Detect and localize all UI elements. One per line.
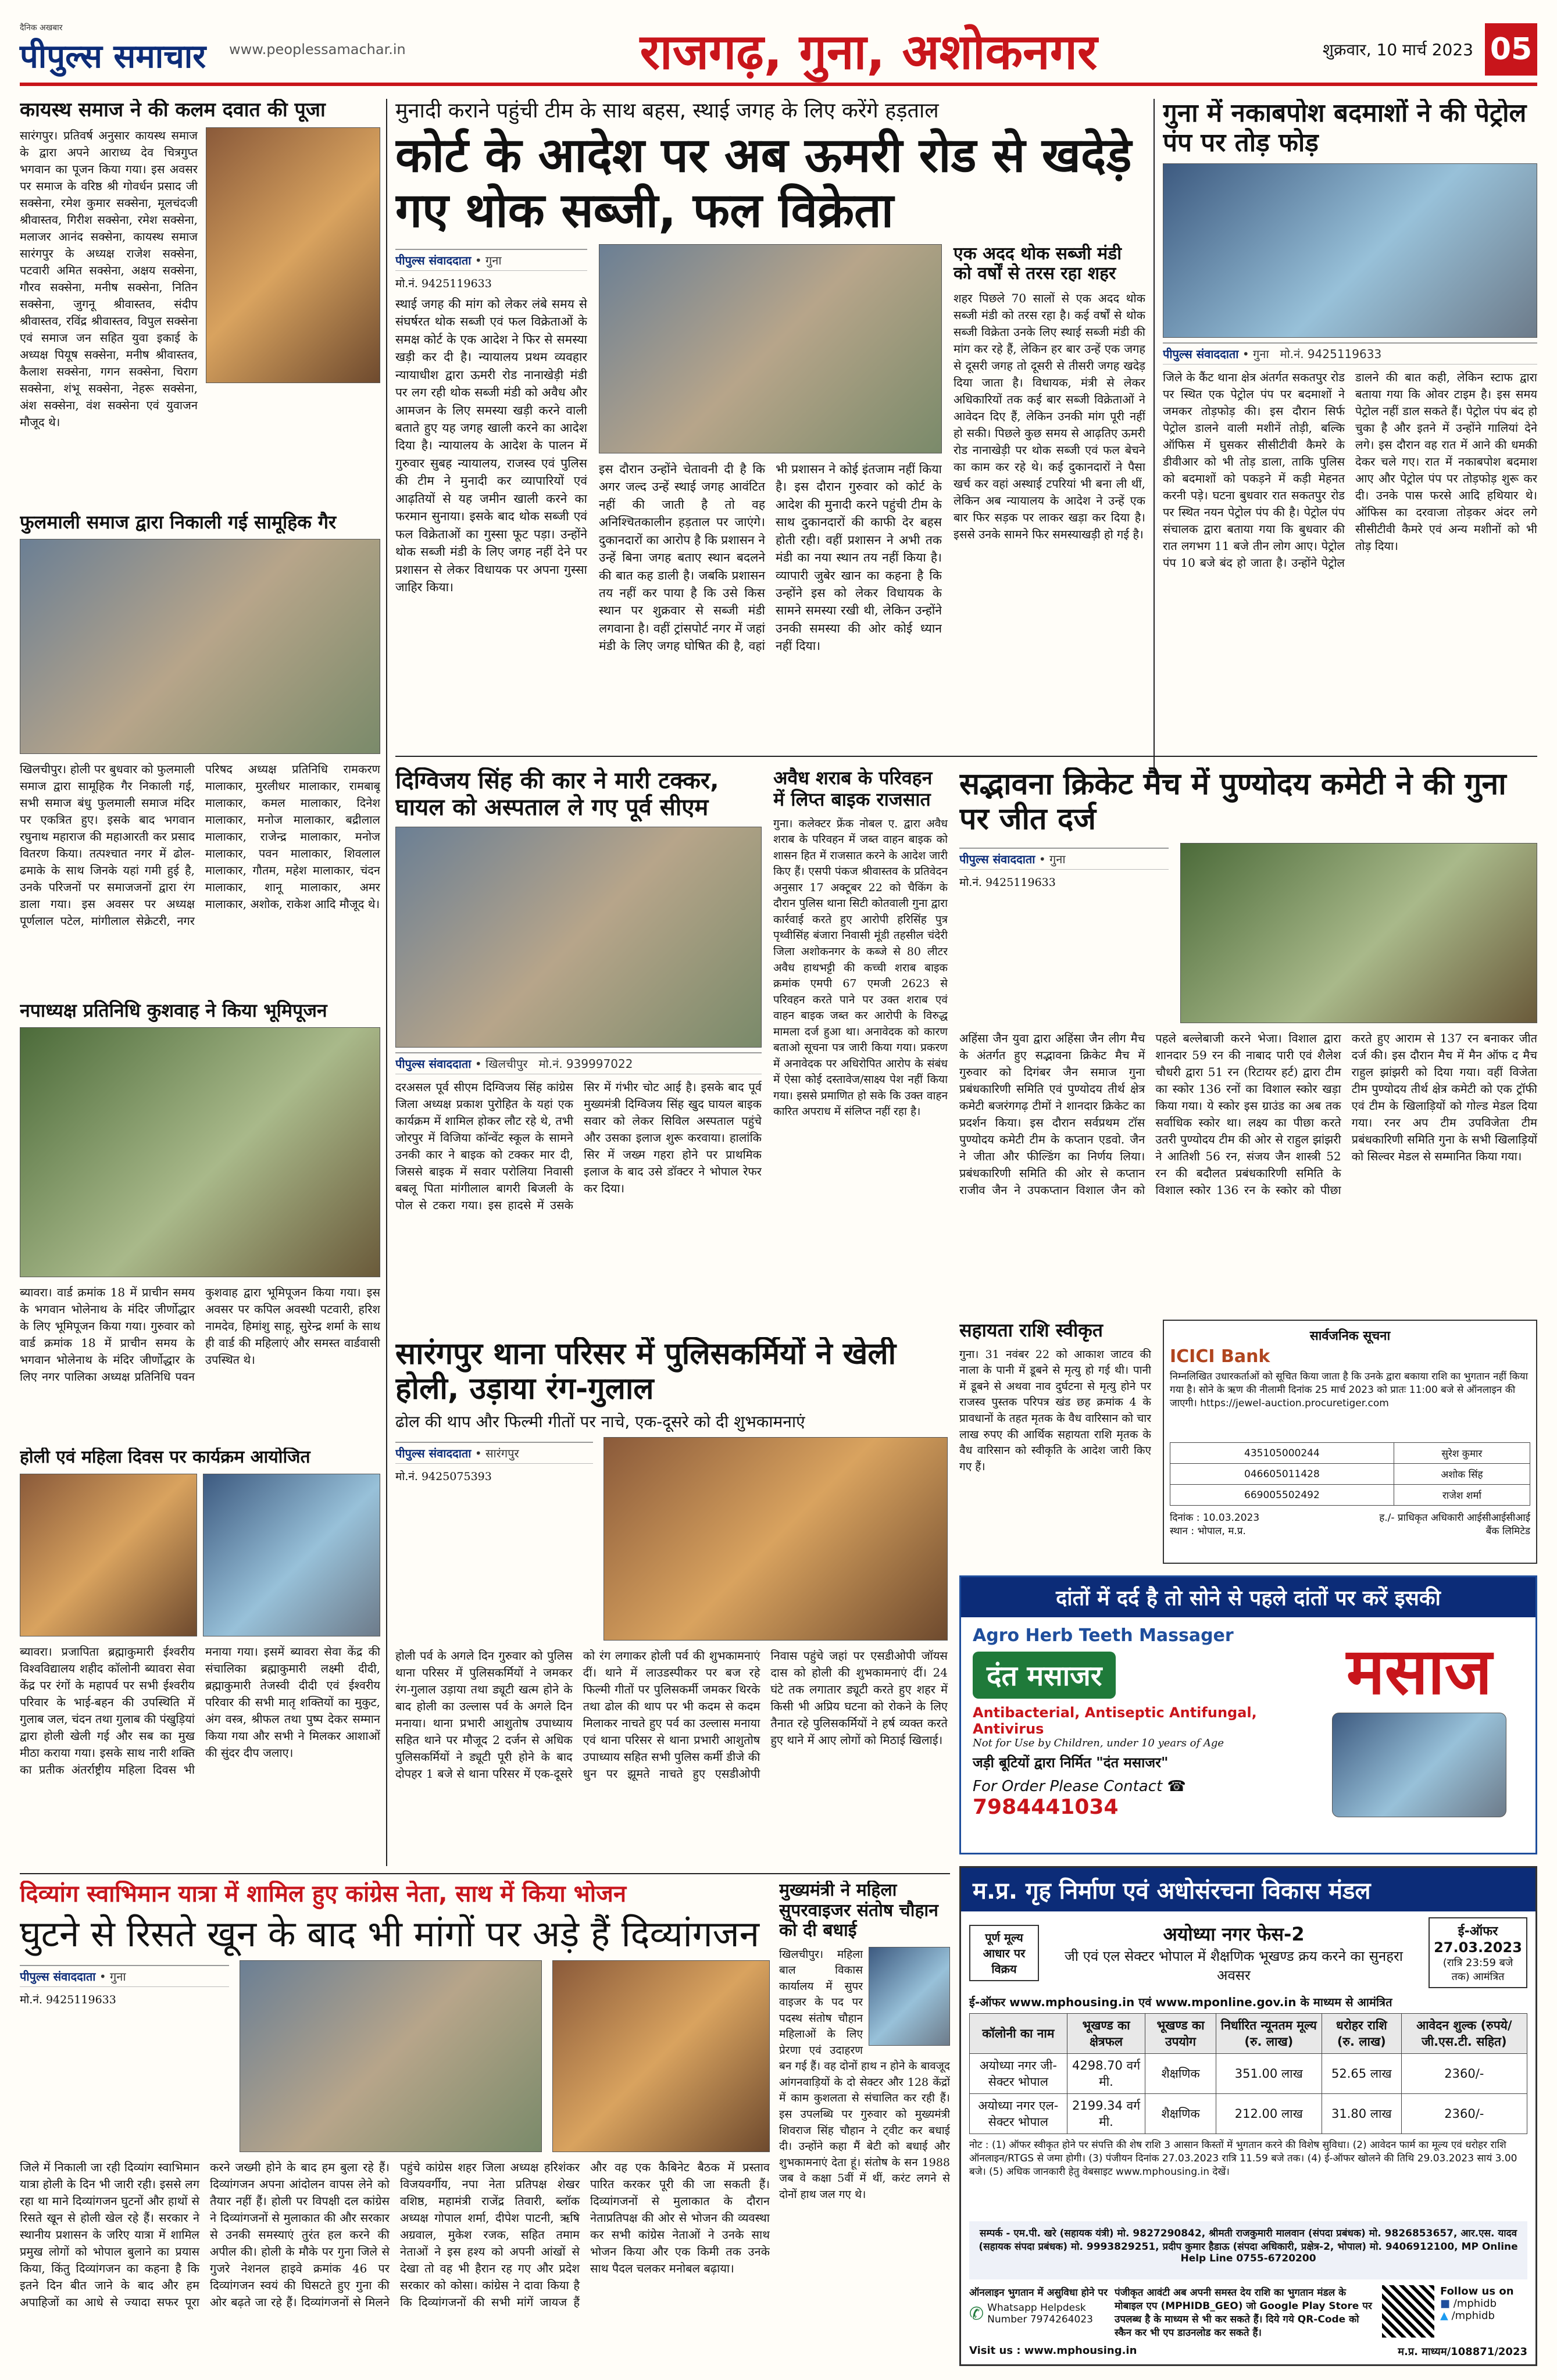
ad-top-line: दांतों में दर्द है तो सोने से पहले दांतों पर करें इसकी xyxy=(961,1577,1535,1617)
body-fulmali: खिलचीपुर। होली पर बुधवार को फुलमाली समाज द्वारा सामूहिक गैर निकाली गई, सभी समाज बंधु फुलमाली समाज मंदिर पर एकत्रित हुए। इसके बाद भगवान रघुनाथ महाराज की महाआरती कर प्रसाद वितरण किया। तत्पश्चात नगर में ढोल-ढमाके के साथ जिनके यहां गमी हुई है, उनके परिजनों पर समाजजनों द्वारा रंग डाला गया। इस अवसर पर अध्यक्ष पूर्णलाल पटेल, मांगीलाल सेक्रेटरी, नगर परिषद अध्यक्ष प्रतिनिधि रामकरण मालाकार, मुरलीधर मालाकार, रामबाबू मालाकार, कमल मालाकार, दिनेश मालाकार, मनोज मालाकार, बद्रीलाल मालाकार, राजेन्द्र मालाकार, मनोज मालाकार, पवन मालाकार, शिवलाल मालाकार, गौतम, महेश मालाकार, चंदन मालाकार, शानू मालाकार, अमर मालाकार, अशोक, राकेश आदि मौजूद थे। xyxy=(20,762,380,928)
photo-santosh-chauhan[interactable] xyxy=(869,1947,950,2046)
housing-center-title: अयोध्या नगर फेस-2 xyxy=(1163,1922,1305,1945)
notice-date: दिनांक : 10.03.2023 xyxy=(1170,1512,1260,1524)
lead-headline[interactable]: कोर्ट के आदेश पर अब ऊमरी रोड से खदेड़े गए थोक सब्जी, फल विक्रेता xyxy=(395,128,1132,238)
article-cricket xyxy=(959,767,1537,1314)
column-divider-right xyxy=(1154,99,1155,767)
photo-fulmali-gair[interactable] xyxy=(20,539,380,754)
lead-mobile: मो.नं. 9425119633 xyxy=(395,277,492,290)
headline-divyang[interactable]: घुटने से रिसते खून के बाद भी मांगों पर अड़े हैं दिव्यांगजन xyxy=(20,1913,760,1955)
cell: शैक्षणिक xyxy=(1145,2054,1216,2094)
byline-org: पीपुल्स संवाददाता xyxy=(959,852,1035,866)
sarangpur-mobile: मो.नं. 9425075393 xyxy=(395,1470,492,1483)
photo-digvijay-hospital[interactable] xyxy=(395,827,762,1048)
housing-handle-tw[interactable]: /mphidb xyxy=(1451,2310,1495,2322)
housing-bottom-center: पंजीकृत आवंटी अब अपनी समस्त देय राशि का भुगतान मंडल के मोबाइल एप (MPHIDB_GEO) जो Google Play Store पर उपलब्ध है के माध्यम से भी कर सकते हैं। दिये गये QR-Code को स्कैन कर भी एप डाउनलोड कर सकते हैं। xyxy=(1115,2287,1372,2339)
article-divyang xyxy=(20,1881,770,2369)
col-header: आवेदन शुल्क (रुपये/जी.एस.टी. सहित) xyxy=(1401,2014,1527,2054)
notice-sign: ह./- प्राधिकृत अधिकारी आईसीआईसीआई बैंक लिमिटेड xyxy=(1379,1512,1530,1537)
housing-bottom-left: ऑनलाइन भुगतान में असुविधा होने पर xyxy=(969,2287,1108,2299)
table-row xyxy=(1170,1443,1530,1464)
photo-bhumipujan[interactable] xyxy=(20,1027,380,1277)
body-kayastha: सारंगपुर। प्रतिवर्ष अनुसार कायस्थ समाज के द्वारा अपने आराध्य देव चित्रगुप्त भगवान का पूजन किया गया। इस अवसर पर समाज के वरिष्ठ श्री गोवर्धन प्रसाद जी सक्सेना, रमेश कुमार सक्सेना, मूलचंदजी श्रीवास्तव, गिरीश सक्सेना, रमेश सक्सेना, मलाजर आनंद सक्सेना, कायस्थ समाज सारंगपुर के अध्यक्ष राजेश सक्सेना, पटवारी अमित सक्सेना, अक्षय सक्सेना, गौरव सक्सेना, मनीष सक्सेना, नितिन सक्सेना, जुगनू श्रीवास्तव, संदीप श्रीवास्तव, रविंद्र श्रीवास्तव, विपुल सक्सेना एवं समाज जन सहित युवा इकाई के अध्यक्ष पियूष सक्सेना, मनीष श्रीवास्तव, कैलाश सक्सेना, गगन सक्सेना, चिराग सक्सेना, शंभू सक्सेना, नेहरू सक्सेना, अंश सक्सेना, वंश सक्सेना एवं युवाजन मौजूद थे। xyxy=(20,128,198,430)
housing-eoffer-date: 27.03.2023 xyxy=(1434,1939,1522,1956)
issue-date: शुक्रवार, 10 मार्च 2023 xyxy=(1322,40,1473,59)
row-divider-1 xyxy=(395,756,1537,757)
photo-divyang-meal[interactable] xyxy=(552,1960,770,2152)
lead-col1: स्थाई जगह की मांग को लेकर लंबे समय से संघर्षरत थोक सब्जी एवं फल विक्रेताओं के समक्ष कोर्ट के एक आदेश ने फिर से समस्या खड़ी कर दी है। न्यायालय प्रथम व्यवहार न्यायाधीश द्वारा ऊमरी रोड नानाखेड़ी मंडी पर लग रही थोक सब्जी मंडी को अवैध और आमजन के लिए समस्या खड़ी करने वाली बताते हुए यह जगह खाली करने का आदेश दिया है। न्यायालय के आदेश के पालन में गुरुवार सुबह न्यायालय, राजस्व एवं पुलिस की टीम ने मुनादी कर व्यापारियों एवं आढ़तियों से यह जमीन खाली करने का फरमान सुनाया। इसके बाद थोक सब्जी एवं फल विक्रेताओं का गुस्सा फूट पड़ा। उन्होंने थोक सब्जी मंडी के लिए जगह नहीं देने पर प्रशासन से लेकर विधायक पर अपना गुस्सा जाहिर किया। xyxy=(395,296,587,594)
body-sarangpur-holi: होली पर्व के अगले दिन गुरुवार को पुलिस थाना परिसर में पुलिसकर्मियों ने जमकर रंग-गुलाल उड़ाया तथा ड्यूटी खत्म होने के बाद होली का उल्लास पर्व के अगले दिन मनाया। थाना प्रभारी आशुतोष उपाध्याय सहित थाने पर मौजूद 2 दर्जन से अधिक पुलिसकर्मियों ने ड्यूटी पूरी होने के बाद दोपहर 1 बजे से थाना परिसर में एक-दूसरे को रंग लगाकर होली पर्व की शुभकामनाएं दीं। थाने में लाउडस्पीकर पर बज रहे फिल्मी गीतों पर पुलिसकर्मी जमकर थिरके तथा ढोल की थाप पर भी कदम से कदम मिलाकर नाचते हुए पर्व का उल्लास मनाया एवं थाना परिसर से थाना प्रभारी आशुतोष उपाध्याय सहित सभी पुलिस कर्मी डीजे की धुन पर झूमते नाचते हुए एसडीओपी निवास पहुंचे जहां पर एसडीओपी जॉयस दास को होली की शुभकामनाएं दीं। 24 घंटे तक लगातार ड्यूटी करते हुए शहर में किसी भी अप्रिय घटना को रोकने के लिए तैनात रहे पुलिसकर्मियों ने हर्ष व्यक्त करते हुए थाने में आए लोगों को मिठाई खिलाई। xyxy=(395,1648,948,1781)
body-sharab: गुना। कलेक्टर फ्रेंक नोबल ए. द्वारा अवैध शराब के परिवहन में जब्त वाहन बाइक को शासन हित में राजसात करने के आदेश जारी किए हैं। एसपी पंकज श्रीवास्तव के प्रतिवेदन अनुसार 17 अक्टूबर 22 को चैकिंग के दौरान पुलिस थाना सिटी कोतवाली गुना द्वारा कार्रवाई करते हुए आरोपी हरिसिंह पुत्र पृथ्वीसिंह बंजारा निवासी मूंडी तहसील चंदेरी जिला अशोकनगर के कब्जे से 80 लीटर अवैध हाथभट्टी की कच्ची शराब बाइक क्रमांक एमपी 67 एमजी 2623 से परिवहन करते पाने पर उक्त शराब एवं वाहन बाइक जब्त कर आरोपी के विरुद्ध मामला दर्ज हुआ था। अनावेदक को कारण बताओ सूचना पत्र जारी किया गया। प्रकरण में अनावेदक पर अधिरोपित आरोप के संबंध में ऐसा कोई दस्तावेज/साक्ष्य पेश नहीं किया गया। इससे प्रमाणित हो सके कि उक्त वाहन कारित अपराध में संलिप्त नहीं रहा है। xyxy=(773,817,948,1118)
brand-logo[interactable] xyxy=(20,22,229,77)
brand-name: पीपुल्स समाचार xyxy=(20,37,206,76)
photo-divyang-march[interactable] xyxy=(240,1960,542,2152)
qr-code-icon[interactable] xyxy=(1382,2285,1434,2338)
row-divider-2 xyxy=(20,1873,950,1874)
brand-tagline: दैनिक अखबार xyxy=(20,23,63,33)
cell: अयोध्या नगर जी-सेक्टर भोपाल xyxy=(970,2054,1067,2094)
notice-acct: 435105000244 xyxy=(1170,1443,1394,1464)
lead-byline: पीपुल्स संवाददाता • गुना xyxy=(395,249,587,271)
body-petrol: जिले के कैंट थाना क्षेत्र अंतर्गत सकतपुर रोड पर स्थित एक पेट्रोल पंप पर बदमाशों ने जमकर तोड़फोड़ की। इस दौरान सिर्फ पेट्रोल डालने वाली मशीनें तोड़ी, बल्कि ऑफिस में घुसकर सीसीटीवी कैमरे के डीवीआर को भी तोड़ डाला, ताकि पुलिस को बदमाशों को पकड़ने में कड़ी मेहनत करनी पड़े। घटना बुधवार रात सकतपुर रोड पर स्थित नयन पेट्रोल पंप की है। पेट्रोल पंप संचालक द्वारा बताया गया कि बुधवार की रात लगभग 11 बजे तीन लोग आए। पेट्रोल पंप 10 बजे बंद हो जाता है। उन्होंने पेट्रोल डालने की बात कही, लेकिन स्टाफ द्वारा बताया गया कि ओवर टाइम है। इस समय पेट्रोल नहीं डाल सकते हैं। पेट्रोल पंप बंद हो चुका है और इतने में उन्होंने गालियां देने लगे। इस दौरान वह रात में आने की धमकी देकर चले गए। रात में नकाबपोश बदमाश आए और पेट्रोल पंप पर तोड़फोड़ शुरू कर दी। उनके पास फरसे आदि हथियार थे। ऑफिस का दरवाजा तोड़कर अंदर लगे सीसीटीवी कैमरे एवं अन्य मशीनों को भी तोड़ दिया। xyxy=(1163,370,1537,570)
dental-massager-ad[interactable] xyxy=(959,1575,1537,1854)
notice-acct: 669005502492 xyxy=(1170,1485,1394,1506)
ad-herb: जड़ी बूटियों द्वारा निर्मित "दंत मसाजर" xyxy=(973,1754,1169,1771)
lead-side-body: शहर पिछले 70 सालों से एक अदद थोक सब्जी मंडी को तरस रहा है। कई वर्षों से थोक सब्जी विक्रेता उनके लिए स्थाई सब्जी मंडी की मांग कर रहे हैं, लेकिन हर बार उन्हें एक जगह से दूसरी जगह तो दूसरी से तीसरी जगह खदेड़ दिया जाता है। विधायक, मंत्री से लेकर अधिकारियों तक कई बार सब्जी विक्रेताओं ने आवेदन दिए हैं, लेकिन उनकी मांग पूरी नहीं हो सकी। पिछले कुछ समय से आढ़तिए ऊमरी रोड नानाखेड़ी पर थोक सब्जी एवं फल बेचने का काम कर रहे थे। कई दुकानदारों ने पैसा खर्च कर वहां अस्थाई टपरियां भी बना ली थीं, लेकिन अब न्यायालय के आदेश ने उन्हें एक बार फिर सड़क पर लाकर खड़ा कर दिया है। इससे उनके सामने फिर समस्याखड़ी हो गई है। xyxy=(954,291,1145,541)
byline-org: पीपुल्स संवाददाता xyxy=(20,1970,96,1984)
body-divyang: जिले में निकाली जा रही दिव्यांग स्वाभिमान यात्रा होली के दिन भी जारी रही। इससे लग रहा था माने दिव्यांगजन घुटनों और हाथों से रिसते खून से होली खेल रहे हैं। सरकार ने स्थानीय प्रशासन के जरिए यात्रा में शामिल प्रमुख लोगों को भोपाल बुलाने का प्रयास किया, किंतु दिव्यांगजन का कहना है कि इतने दिन बीत जाने के बाद और हम अपाहिजों का आधे से ज्यादा सफर पूरा करने जख्मी होने के बाद हम बुला रहे हैं। दिव्यांगजन अपना आंदोलन वापस लेने को तैयार नहीं हैं। होली पर विपक्षी दल कांग्रेस ने दिव्यांगजनों से मुलाकात की और सरकार से उनकी समस्याएं तुरंत हल करने की अपील की। होली के मौके पर गुना जिले से गुजरे नेशनल हाइवे क्रमांक 46 पर दिव्यांगजन स्वयं की घिसटते हुए गुना की ओर बढ़ते जा रहे हैं। दिव्यांगजनों से मिलने पहुंचे कांग्रेस शहर जिला अध्यक्ष हरिशंकर विजयवर्गीय, नपा नेता प्रतिपक्ष शेखर वशिष्ठ, महामंत्री राजेंद्र तिवारी, ब्लॉक अध्यक्ष गोपाल शर्मा, दीपेश पाटनी, ऋषि अग्रवाल, मुकेश रजक, सहित तमाम नेताओं ने इस हश्य को अपनी आंखों से देखा तो वह भी हैरान रह गए और प्रदेश सरकार को कोसा। कांग्रेस ने दावा किया है कि दिव्यांगजनों की सभी मांगें जायज हैं और वह एक कैबिनेट बैठक में प्रस्ताव पारित करकर पूरी की जा सकती हैं। दिव्यांगजनों से मुलाकात के दौरान नेताप्रतिपक्ष की ओर से भोजन की व्यवस्था कर सभी कांग्रेस नेताओं ने उनके साथ भोजन किया और एक किमी तक उनके साथ पैदल चलकर मनोबल बढ़ाया। xyxy=(20,2160,770,2310)
region-title: राजगढ़, गुना, अशोकनगर xyxy=(640,23,1098,80)
article-sahayata xyxy=(959,1320,1151,1564)
whatsapp-icon: ✆ xyxy=(969,2303,984,2324)
article-kayastha xyxy=(20,99,380,500)
cell: 2360/- xyxy=(1401,2094,1527,2134)
byline-org: पीपुल्स संवाददाता xyxy=(1163,347,1239,362)
lead-col2: इस दौरान उन्होंने चेतावनी दी है कि अगर जल्द उन्हें स्थाई जगह आवंटित नहीं की जाती है तो वह अनिश्चितकालीन हड़ताल पर जाएंगे। दुकानदारों का आरोप है कि प्रशासन ने उन्हें बिना जगह बताए स्थान बदलने की बात कह डाली है। जबकि प्रशासन तय नहीं कर पाया है कि उसे किस स्थान पर शुक्रवार से सब्जी मंडी लगवाना है। वहीं ट्रांसपोर्ट नगर में जहां मंडी के लिए जगह घोषित की है, वहां भी प्रशासन ने कोई इंतजाम नहीं किया है। इस दौरान गुरुवार को कोर्ट के आदेश की मुनादी करने पहुंची टीम के साथ दुकानदारों की काफी देर बहस होती रही। वहीं प्रशासन ने अभी तक मंडी का नया स्थान तय नहीं किया है। व्यापारी जुबेर खान का कहना है कि उन्होंने इस को लेकर विधायक के सामने समस्या रखी थी, लेकिन उन्होंने उनकी समस्या की ओर कोई ध्यान नहीं दिया। xyxy=(599,462,942,653)
byline-city: गुना xyxy=(1252,347,1269,362)
cell: 351.00 लाख xyxy=(1216,2054,1322,2094)
housing-handle-fb[interactable]: /mphidb xyxy=(1453,2297,1497,2310)
cell: 52.65 लाख xyxy=(1322,2054,1401,2094)
divyang-byline: पीपुल्स संवाददाता • गुना xyxy=(20,1965,229,1987)
housing-eoffer-time: (रात्रि 23:59 बजे तक) आमंत्रित xyxy=(1442,1957,1513,1983)
article-lead xyxy=(395,99,1145,744)
housing-follow: Follow us on xyxy=(1440,2285,1514,2297)
photo-holi-women-1[interactable] xyxy=(20,1474,197,1636)
byline-org: पीपुल्स संवाददाता xyxy=(395,253,472,267)
facebook-icon[interactable]: ■ xyxy=(1440,2297,1451,2310)
housing-title: म.प्र. गृह निर्माण एवं अधोसंरचना विकास मंडल xyxy=(961,1868,1535,1911)
body-digvijay: दरअसल पूर्व सीएम दिग्विजय सिंह कांग्रेस जिला अध्यक्ष प्रकाश पुरोहित के यहां एक कार्यक्रम में शामिल होकर लौट रहे थे, तभी जोरपुर में विजिया कॉन्वेंट स्कूल के सामने उनकी कार ने बाइक को टक्कर मार दी, जिससे बाइक में सवार परोलिया निवासी बबलू पिता मांगीलाल बागरी बिजली के पोल से टकरा गया। इस हादसे में उसके सिर में गंभीर चोट आई है। इसके बाद पूर्व मुख्यमंत्री दिग्विजय सिंह खुद घायल बाइक सवार को लेकर सिविल अस्पताल पहुंचे और उसका इलाज शुरू करवाया। हालांकि सिर में जख्म गहरा होने पर प्राथमिक इलाज के बाद उसे डॉक्टर ने भोपाल रेफर कर दिया। xyxy=(395,1080,762,1212)
headline-holi-women[interactable]: होली एवं महिला दिवस पर कार्यक्रम आयोजित xyxy=(20,1448,310,1467)
site-url[interactable]: www.peoplessamachar.in xyxy=(229,41,406,58)
ad-product: Agro Herb Teeth Massager xyxy=(973,1625,1234,1646)
masthead xyxy=(20,16,1537,86)
notice-name: सुरेश कुमार xyxy=(1394,1443,1530,1464)
headline-nagar[interactable]: नपाध्यक्ष प्रतिनिधि कुशवाह ने किया भूमिपूजन xyxy=(20,1000,327,1021)
twitter-icon[interactable]: ▲ xyxy=(1440,2310,1448,2322)
body-sahayata: गुना। 31 नवंबर 22 को आकाश जाटव की नाला के पानी में डूबने से मृत्यु हो गई थी। पानी में डूबने से अथवा नाव दुर्घटना से मृत्यु होने पर राजस्व पुस्तक परिपत्र खंड छह क्रमांक 4 के प्रावधानों के तहत मृतक के वैध वारिसान को चार लाख रुपए की आर्थिक सहायता राशि मृतक के वैध वारिसान को स्वीकृति के आदेश जारी किए गए हैं। xyxy=(959,1348,1151,1473)
article-holi-women xyxy=(20,1448,380,1866)
byline-org: पीपुल्स संवाददाता xyxy=(395,1057,472,1071)
byline-org: पीपुल्स संवाददाता xyxy=(395,1446,472,1460)
housing-note: नोट : (1) ऑफर स्वीकृत होने पर संपत्ति की शेष राशि 3 आसान किस्तों में भुगतान करने की विशेष सुविधा। (2) आवेदन फार्म का मूल्य एवं धरोहर राशि ऑनलाइन/RTGS से जमा होगी। (3) पंजीयन दिनांक 27.03.2023 रात्रि 11.59 बजे तक। (4) ई-ऑफर खोलने की तिथि 29.03.2023 सायं 3.00 बजे। (5) अधिक जानकारी हेतु वेबसाइट www.mphousing.in देखें। xyxy=(969,2139,1517,2178)
digvijay-byline: पीपुल्स संवाददाता • खिलचीपुर मो.नं. 939997022 xyxy=(395,1052,762,1074)
ad-tagline: Antibacterial, Antiseptic Antifungal, Antivirus xyxy=(973,1704,1257,1737)
photo-police-holi[interactable] xyxy=(603,1437,948,1641)
housing-contact: सम्पर्क - एम.पी. खरे (सहायक यंत्री) मो. 9827290842, श्रीमती राजकुमारी मालवान (संपदा प्रबंधक) मो. 9826853657, आर.एस. यादव (सहायक संपदा प्रबंधक) मो. 9993829251, प्रदीप कुमार हैडाऊ (संपदा अधिकारी, प्रक्षेत्र-2, भोपाल) मो. 9406912100, MP Online Help Line 0755-6720200 xyxy=(969,2221,1527,2279)
headline-digvijay[interactable]: दिग्विजय सिंह की कार ने मारी टक्कर, घायल को अस्पताल ले गए पूर्व सीएम xyxy=(395,767,719,821)
body-holi-women: ब्यावरा। प्रजापिता ब्रह्माकुमारी ईश्वरीय विश्वविद्यालय शहीद कॉलोनी ब्यावरा सेवा केंद्र पर रंगों के महापर्व पर सभी ईश्वरीय परिवार के भाई-बहन की उपस्थिति में गुलाब जल, चंदन तथा गुलाब की पंखुड़ियां द्वारा होली खेली गई और सब का मुख मीठा कराया गया। इसके साथ नारी शक्ति का प्रतीक अंतर्राष्ट्रीय महिला दिवस भी मनाया गया। इसमें ब्यावरा सेवा केंद्र की संचालिका ब्रह्माकुमारी लक्ष्मी दीदी, ब्रह्माकुमारी तेजस्वी दीदी एवं ईश्वरीय परिवार की सभी मातृ शक्तियों का मुकुट, अंग वस्त्र, श्रीफल तथा पुष्प देकर सम्मान किया गया और सभी ने मिलकर आशाओं की सुंदर दीप जलाए। xyxy=(20,1644,380,1777)
housing-ref: म.प्र. माध्यम/108871/2023 xyxy=(1398,2346,1527,2358)
cell: 2360/- xyxy=(1401,2054,1527,2094)
phone-icon: ☎ xyxy=(1167,1778,1186,1795)
article-nagar xyxy=(20,1000,380,1442)
cricket-mobile: मो.नं. 9425119633 xyxy=(959,875,1056,889)
article-petrol xyxy=(1163,99,1537,767)
lead-side-headline[interactable]: एक अदद थोक सब्जी मंडी को वर्षों से तरस रहा शहर xyxy=(954,243,1122,284)
headline-sharab[interactable]: अवैध शराब के परिवहन में लिप्त बाइक राजसात xyxy=(773,767,933,810)
ad-brand: दंत मसाजर xyxy=(973,1652,1116,1699)
headline-fulmali[interactable]: फुलमाली समाज द्वारा निकाली गई सामूहिक गैर xyxy=(20,512,337,533)
notice-bank: ICICI Bank xyxy=(1170,1346,1270,1367)
sarangpur-byline: पीपुल्स संवाददाता • सारंगपुर xyxy=(395,1442,593,1464)
notice-text: निम्नलिखित उधारकर्ताओं को सूचित किया जाता है कि उनके द्वारा बकाया राशि का भुगतान नहीं किया गया है। सोने के ऋण की नीलामी दिनांक 25 मार्च 2023 को प्रातः 11:00 बजे से ऑनलाइन की जाएगी। https://jewel-auction.procuretiger.com xyxy=(1170,1371,1528,1409)
headline-kayastha[interactable]: कायस्थ समाज ने की कलम दवात की पूजा xyxy=(20,99,326,121)
byline-city: गुना xyxy=(485,253,502,267)
notice-acct: 046605011428 xyxy=(1170,1464,1394,1485)
headline-petrol[interactable]: गुना में नकाबपोश बदमाशों ने की पेट्रोल पंप पर तोड़ फोड़ xyxy=(1163,99,1527,158)
housing-board-ad[interactable] xyxy=(959,1866,1537,2366)
byline-city: गुना xyxy=(1049,852,1066,866)
article-fulmali xyxy=(20,512,380,994)
column-divider-left xyxy=(386,99,387,1866)
cell: शैक्षणिक xyxy=(1145,2094,1216,2134)
table-header-row xyxy=(970,2014,1527,2054)
photo-petrol-pump[interactable] xyxy=(1163,163,1537,338)
housing-left-box: पूर्ण मूल्य आधार पर विक्रय xyxy=(969,1925,1039,1981)
housing-website-line[interactable]: ई-ऑफर www.mphousing.in एवं www.mponline.gov.in के माध्यम से आमंत्रित xyxy=(969,1995,1392,2009)
cricket-byline: पीपुल्स संवाददाता • गुना xyxy=(959,848,1169,870)
col-header: धरोहर राशि (रु. लाख) xyxy=(1322,2014,1401,2054)
housing-center-sub: जी एवं एल सेक्टर भोपाल में शैक्षणिक भूखण्ड क्रय करने का सुनहरा अवसर xyxy=(1064,1947,1404,1984)
body-cricket: अहिंसा जैन युवा द्वारा अहिंसा जैन लीग मैच के अंतर्गत हुए सद्भावना क्रिकेट मैच में गुरुवार को दिगंबर जैन समाज गुना प्रबंधकारिणी समिति एवं पुण्योदय तीर्थ क्षेत्र कमेटी बजरंगगढ़ टीमों ने शानदार क्रिकेट का प्रदर्शन किया। इस दौरान सर्वप्रथम टॉस पुण्योदय कमेटी टीम के कप्तान एडवो. जैन ने जीता और फील्डिंग का निर्णय लिया। प्रबंधकारिणी समिति की ओर से कप्तान राजीव जैन ने उपकप्तान विशाल जैन को पहले बल्लेबाजी करने भेजा। विशाल द्वारा शानदार 59 रन की नाबाद पारी एवं शैलेश चौधरी द्वारा 51 रन (रिटायर हर्ट) द्वारा टीम का स्कोर 136 रनों का विशाल स्कोर खड़ा किया गया। ये स्कोर इस ग्राउंड का अब तक सर्वाधिक स्कोर था। लक्ष्य का पीछा करते उतरी पुण्योदय टीम की ओर से राहुल झांझरी ने आतिशी 56 रन, संजय जैन शास्त्री 52 रन की बदौलत प्रबंधकारिणी समिति के विशाल स्कोर 136 रन के स्कोर को पीछा करते हुए आराम से 137 रन बनाकर जीत दर्ज की। इस दौरान मैच में मैन ऑफ द मैच राहुल झांझरी को दिया गया। वहीं विजेता टीम पुण्योदय तीर्थ क्षेत्र कमेटी को एक ट्रॉफी एवं टीम के खिलाड़ियों को गोल्ड मेडल दिया गया। रनर अप टीम उपविजेता टीम प्रबंधकारिणी समिति गुना के सभी खिलाड़ियों को सिल्वर मेडल से सम्मानित किया गया। xyxy=(959,1031,1537,1197)
photo-cricket-team[interactable] xyxy=(1180,843,1537,1023)
divyang-kicker: दिव्यांग स्वाभिमान यात्रा में शामिल हुए कांग्रेस नेता, साथ में किया भोजन xyxy=(20,1881,627,1907)
divyang-mobile: मो.नं. 9425119633 xyxy=(20,1993,116,2007)
headline-sahayata[interactable]: सहायता राशि स्वीकृत xyxy=(959,1320,1104,1341)
housing-eoffer: ई-ऑफर xyxy=(1458,1924,1498,1939)
article-cm-badhai xyxy=(779,1881,950,2369)
table-row xyxy=(1170,1485,1530,1506)
lead-kicker: मुनादी कराने पहुंची टीम के साथ बहस, स्थाई जगह के लिए करेंगे हड़ताल xyxy=(395,99,939,123)
table-row xyxy=(1170,1464,1530,1485)
icici-notice xyxy=(1163,1320,1537,1564)
table-row xyxy=(970,2054,1527,2094)
col-header: भूखण्ड का क्षेत्रफल xyxy=(1067,2014,1145,2054)
headline-cricket[interactable]: सद्भावना क्रिकेट मैच में पुण्योदय कमेटी ने की गुना पर जीत दर्ज xyxy=(959,767,1506,837)
article-sharab xyxy=(773,767,948,1325)
article-sarangpur-holi xyxy=(395,1337,948,1866)
photo-kayastha-puja[interactable] xyxy=(206,127,380,383)
deck-sarangpur-holi: ढोल की थाप और फिल्मी गीतों पर नाचे, एक-दूसरे को दी शुभकामनाएं xyxy=(395,1411,805,1431)
ad-sub: Not for Use by Children, under 10 years of Age xyxy=(973,1737,1224,1749)
col-header: निर्धारित न्यूनतम मूल्य (रु. लाख) xyxy=(1216,2014,1322,2054)
notice-table xyxy=(1170,1442,1530,1506)
housing-visit[interactable]: Visit us : www.mphousing.in xyxy=(969,2345,1137,2357)
col-header: भूखण्ड का उपयोग xyxy=(1145,2014,1216,2054)
cell: 212.00 लाख xyxy=(1216,2094,1322,2134)
cell: 2199.34 वर्ग मी. xyxy=(1067,2094,1145,2134)
ad-child-photo xyxy=(1332,1713,1506,1817)
cell: अयोध्या नगर एल-सेक्टर भोपाल xyxy=(970,2094,1067,2134)
byline-city: सारंगपुर xyxy=(485,1446,519,1460)
ad-phone[interactable]: 7984441034 xyxy=(973,1795,1119,1819)
ad-contact-label: For Order Please Contact xyxy=(973,1778,1163,1795)
cell: 31.80 लाख xyxy=(1322,2094,1401,2134)
col-header: कॉलोनी का नाम xyxy=(970,2014,1067,2054)
notice-title: सार्वजनिक सूचना xyxy=(1309,1329,1391,1343)
body-cm-badhai: खिलचीपुर। महिला बाल विकास कार्यालय में सुपर वाइजर के पद पर पदस्थ संतोष चौहान महिलाओं के लिए प्रेरणा एवं उदाहरण बन गई हैं। वह दोनों हाथ न होने के बावजूद आंगनवाड़ियों के दो सेक्टर और 128 केंद्रों में काम कुशलता से संचालित कर रही हैं। इस उपलब्धि पर गुरुवार को मुख्यमंत्री शिवराज सिंह चौहान ने ट्वीट कर बधाई दी। उन्होंने कहा मैं बेटी को बधाई और शुभकामनाएं देता हूं। संतोष के सन 1988 जब वे कक्षा 5वीं में थीं, करंट लगने से दोनों हाथ जल गए थे। xyxy=(779,1947,950,2201)
ad-big-word: मसाज xyxy=(1346,1634,1492,1709)
digvijay-mobile: मो.नं. 939997022 xyxy=(538,1057,633,1071)
photo-vendors-protest[interactable] xyxy=(599,244,942,453)
petrol-byline: पीपुल्स संवाददाता • गुना मो.नं. 9425119633 xyxy=(1163,342,1537,364)
housing-whatsapp[interactable]: Whatsapp Helpdesk Number 7974264023 xyxy=(987,2302,1093,2325)
photo-holi-women-2[interactable] xyxy=(203,1474,380,1636)
byline-city: खिलचीपुर xyxy=(485,1057,528,1071)
article-digvijay xyxy=(395,767,762,1325)
headline-cm-badhai[interactable]: मुख्यमंत्री ने महिला सुपरवाइजर संतोष चौहान को दी बधाई xyxy=(779,1881,938,1941)
table-row xyxy=(970,2094,1527,2134)
cell: 4298.70 वर्ग मी. xyxy=(1067,2054,1145,2094)
notice-place: स्थान : भोपाल, म.प्र. xyxy=(1170,1525,1246,1537)
petrol-mobile: मो.नं. 9425119633 xyxy=(1280,347,1382,362)
byline-city: गुना xyxy=(109,1970,126,1984)
page-number: 05 xyxy=(1485,23,1537,76)
notice-name: राजेश शर्मा xyxy=(1394,1485,1530,1506)
body-nagar: ब्यावरा। वार्ड क्रमांक 18 में प्राचीन समय के भगवान भोलेनाथ के मंदिर जीर्णोद्धार के लिए भूमिपूजन किया गया। गुरुवार को वार्ड क्रमांक 18 में प्राचीन समय के भगवान भोलेनाथ के मंदिर जीर्णोद्धार के लिए नगर पालिका अध्यक्ष प्रतिनिधि पवन कुशवाह द्वारा भूमिपूजन किया गया। इस अवसर पर कपिल अवस्थी पटवारी, हरिश नामदेव, हिमांशु साहू, सुरेन्द्र शर्मा के साथ ही वार्ड की महिलाएं और समस्त वार्डवासी उपस्थित थे। xyxy=(20,1285,380,1384)
notice-name: अशोक सिंह xyxy=(1394,1464,1530,1485)
housing-table xyxy=(969,2013,1527,2134)
headline-sarangpur-holi[interactable]: सारंगपुर थाना परिसर में पुलिसकर्मियों ने खेली होली, उड़ाया रंग-गुलाल xyxy=(395,1337,897,1406)
